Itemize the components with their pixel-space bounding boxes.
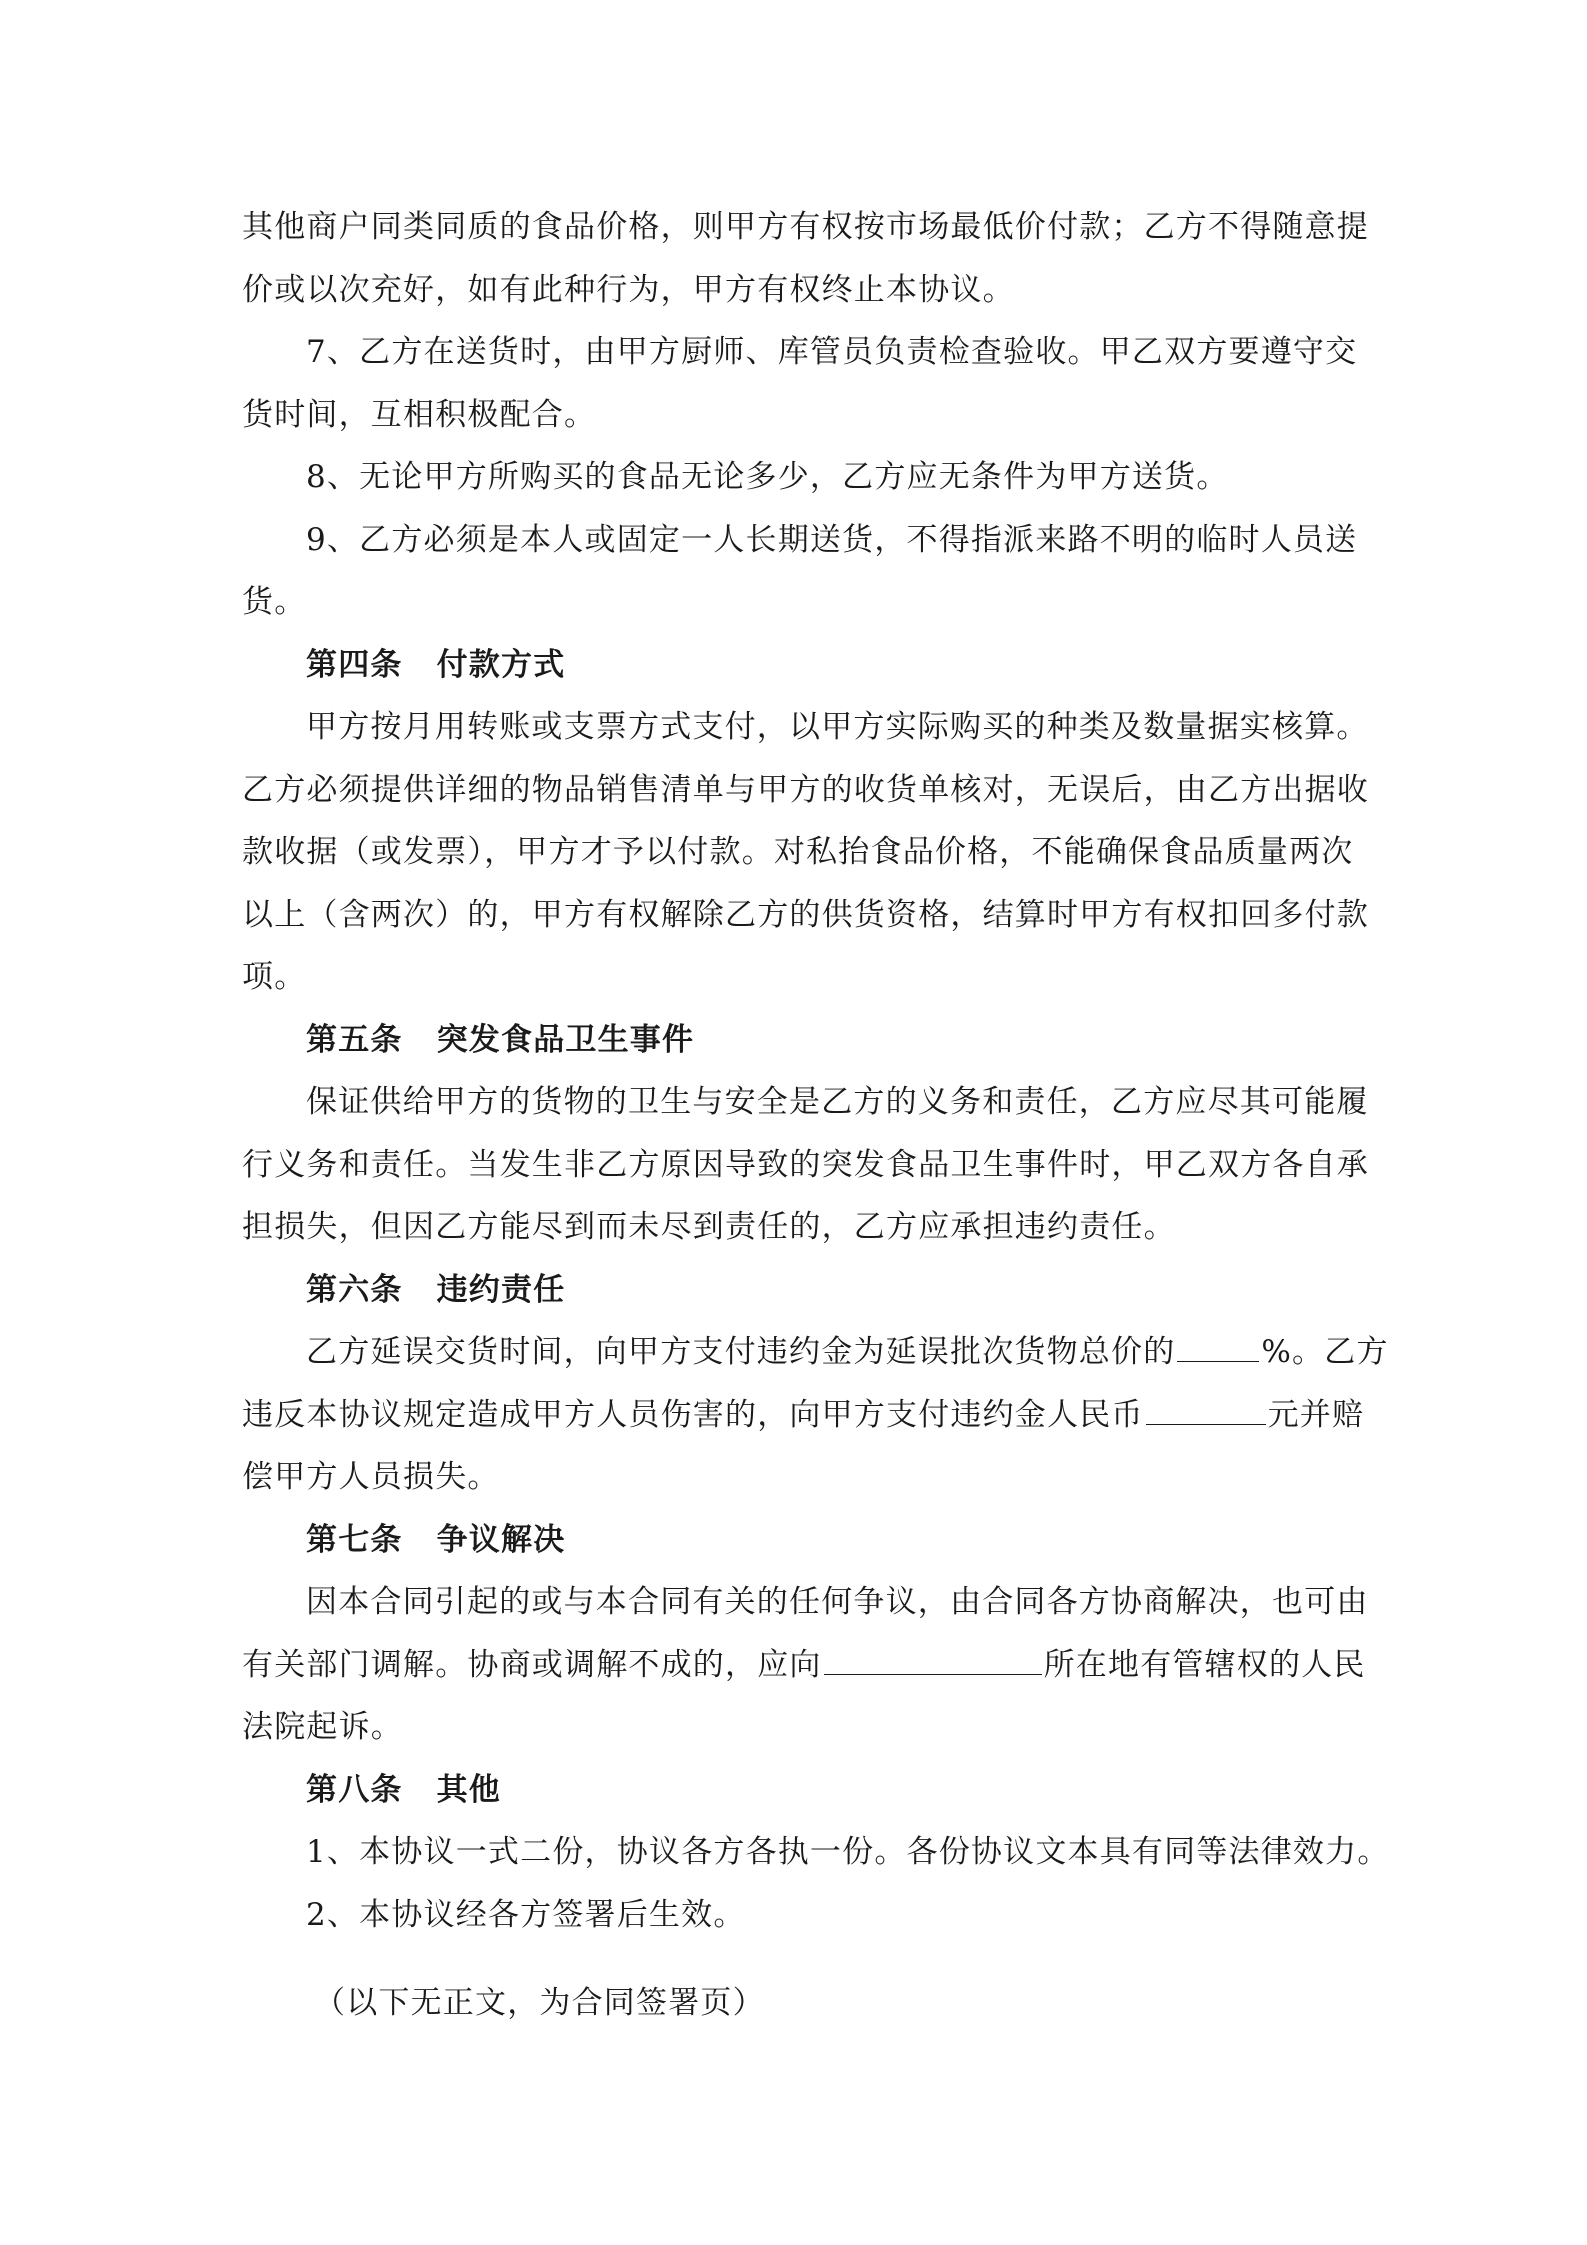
article4-number: 第四条 (306, 646, 403, 683)
article5-paragraph-line-3: 担损失，但因乙方能尽到而未尽到责任的，乙方应承担违约责任。 (242, 1209, 1176, 1245)
article3-item9-line-1: 9、乙方必须是本人或固定一人长期送货，不得指派来路不明的临时人员送 (306, 521, 1358, 558)
article7-line2-tail: 所在地有管辖权的人民 (1043, 1646, 1366, 1683)
article7-number: 第七条 (306, 1521, 403, 1558)
article6-line2-tail: 元并赔 (1267, 1396, 1365, 1433)
article4-title: 付款方式 (436, 646, 566, 683)
article7-paragraph-line-2 (242, 1634, 1366, 1697)
article7-paragraph-line-3: 法院起诉。 (242, 1709, 403, 1745)
article5-paragraph-line-2: 行义务和责任。当发生非乙方原因导致的突发食品卫生事件时，甲乙双方各自承 (242, 1146, 1369, 1183)
article4-heading (242, 634, 1352, 697)
article4-paragraph-line-1: 甲方按月用转账或支票方式支付，以甲方实际购买的种类及数量据实核算。 (306, 709, 1369, 745)
article6-paragraph-line-3: 偿甲方人员损失。 (242, 1459, 500, 1495)
article6-heading (242, 1259, 1352, 1322)
article7-title: 争议解决 (436, 1521, 566, 1558)
article4-paragraph-line-4: 以上（含两次）的，甲方有权解除乙方的供货资格，结算时甲方有权扣回多付款 (242, 896, 1369, 933)
article8-number: 第八条 (306, 1771, 403, 1808)
article8-item2: 2、本协议经各方签署后生效。 (306, 1896, 746, 1933)
article6-paragraph-line-1 (242, 1321, 1389, 1384)
article7-heading (242, 1509, 1352, 1572)
article3-item8: 8、无论甲方所购买的食品无论多少，乙方应无条件为甲方送货。 (306, 459, 1229, 495)
article6-title: 违约责任 (436, 1271, 566, 1308)
article7-paragraph-line-1: 因本合同引起的或与本合同有关的任何争议，由合同各方协商解决，也可由 (306, 1584, 1369, 1620)
article6-line1-text: 乙方延误交货时间，向甲方支付违约金为延误批次货物总价的 (306, 1334, 1176, 1370)
article8-heading (242, 1759, 1352, 1822)
article6-number: 第六条 (306, 1271, 403, 1308)
article5-heading (242, 1009, 1352, 1072)
article3-continuation-line-2: 价或以次充好，如有此种行为，甲方有权终止本协议。 (242, 271, 1015, 308)
closing-note: （以下无正文，为合同签署页） (314, 1985, 765, 2021)
article6-paragraph-line-2 (242, 1384, 1365, 1447)
article6-line1-tail: %。乙方 (1261, 1334, 1389, 1370)
article3-item7-line-2: 货时间，互相积极配合。 (242, 396, 597, 433)
article4-paragraph-line-5: 项。 (242, 959, 307, 995)
penalty-amount-blank[interactable] (1146, 1396, 1266, 1425)
article3-item9-line-2: 货。 (242, 584, 307, 620)
article5-title: 突发食品卫生事件 (436, 1021, 695, 1058)
article5-number: 第五条 (306, 1021, 403, 1058)
article4-paragraph-line-3: 款收据（或发票），甲方才予以付款。对私抬食品价格，不能确保食品质量两次 (242, 834, 1354, 870)
article7-line2-text: 有关部门调解。协商或调解不成的，应向 (242, 1646, 822, 1683)
contract-page (242, 196, 1390, 2035)
article8-title: 其他 (436, 1771, 502, 1808)
article6-line2-text: 违反本协议规定造成甲方人员伤害的，向甲方支付违约金人民币 (242, 1396, 1144, 1433)
article4-paragraph-line-2: 乙方必须提供详细的物品销售清单与甲方的收货单核对，无误后，由乙方出据收 (242, 771, 1369, 808)
penalty-percent-blank[interactable] (1177, 1333, 1259, 1362)
article3-item7-line-1: 7、乙方在送货时，由甲方厨师、库管员负责检查验收。甲乙双方要遵守交 (306, 334, 1358, 370)
jurisdiction-location-blank[interactable] (824, 1646, 1042, 1675)
article5-paragraph-line-1: 保证供给甲方的货物的卫生与安全是乙方的义务和责任，乙方应尽其可能履 (306, 1084, 1369, 1120)
article3-continuation-line-1: 其他商户同类同质的食品价格，则甲方有权按市场最低价付款；乙方不得随意提 (242, 209, 1369, 245)
article8-item1: 1、本协议一式二份，协议各方各执一份。各份协议文本具有同等法律效力。 (306, 1834, 1390, 1870)
